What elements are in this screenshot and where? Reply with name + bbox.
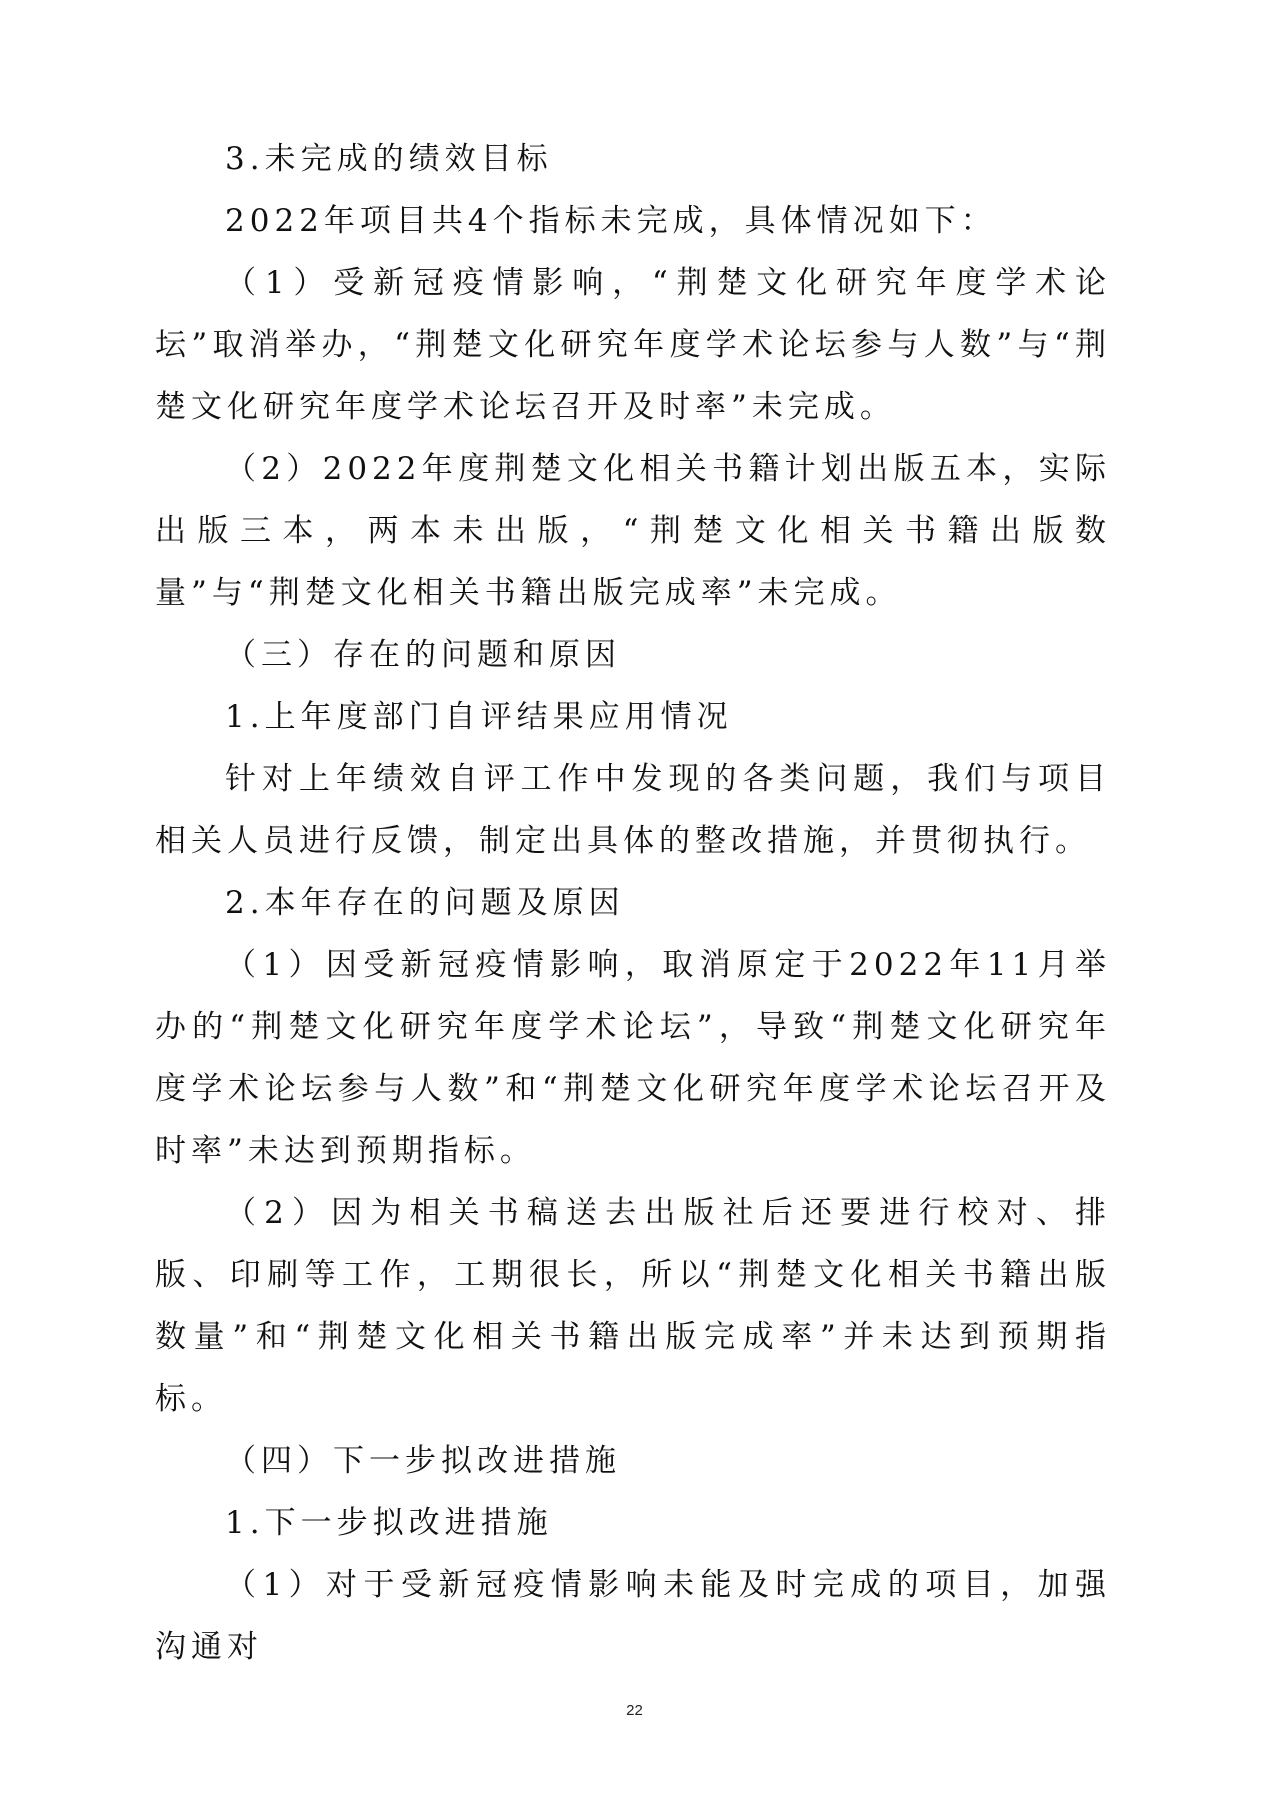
paragraph-forum-cause: （1）因受新冠疫情影响，取消原定于2022年11月举办的“荆楚文化研究年度学术论坛”，导致“荆楚文化研究年度学术论坛参与人数”和“荆楚文化研究年度学术论坛召开及时率”未达到预期指标。	[155, 947, 1111, 1169]
paragraph-forum-cancelled: （1）受新冠疫情影响，“荆楚文化研究年度学术论坛”取消举办，“荆楚文化研究年度学术论坛参与人数”与“荆楚文化研究年度学术论坛召开及时率”未完成。	[155, 265, 1111, 425]
section-heading-unfinished-targets: 3.未完成的绩效目标	[225, 141, 553, 177]
paragraph-books-unpublished: （2）2022年度荆楚文化相关书籍计划出版五本，实际出版三本，两本未出版，“荆楚文化相关书籍出版数量”与“荆楚文化相关书籍出版完成率”未完成。	[155, 451, 1111, 611]
subheading-this-year-problems: 2.本年存在的问题及原因	[225, 885, 625, 921]
subheading-last-year-results: 1.上年度部门自评结果应用情况	[225, 699, 733, 735]
section-heading-improvements: （四）下一步拟改进措施	[225, 1443, 621, 1479]
document-body	[155, 128, 1111, 1678]
subheading-next-steps: 1.下一步拟改进措施	[225, 1505, 553, 1541]
paragraph-unfinished-summary: 2022年项目共4个指标未完成，具体情况如下：	[225, 203, 997, 239]
page-number: 22	[626, 1702, 643, 1719]
section-heading-problems-causes: （三）存在的问题和原因	[225, 637, 621, 673]
paragraph-last-year-feedback: 针对上年绩效自评工作中发现的各类问题，我们与项目相关人员进行反馈，制定出具体的整改措施，并贯彻执行。	[155, 761, 1111, 859]
paragraph-books-cause: （2）因为相关书稿送去出版社后还要进行校对、排版、印刷等工作，工期很长，所以“荆楚文化相关书籍出版数量”和“荆楚文化相关书籍出版完成率”并未达到预期指标。	[155, 1195, 1111, 1417]
paragraph-next-step-1: （1）对于受新冠疫情影响未能及时完成的项目，加强沟通对	[155, 1567, 1111, 1665]
